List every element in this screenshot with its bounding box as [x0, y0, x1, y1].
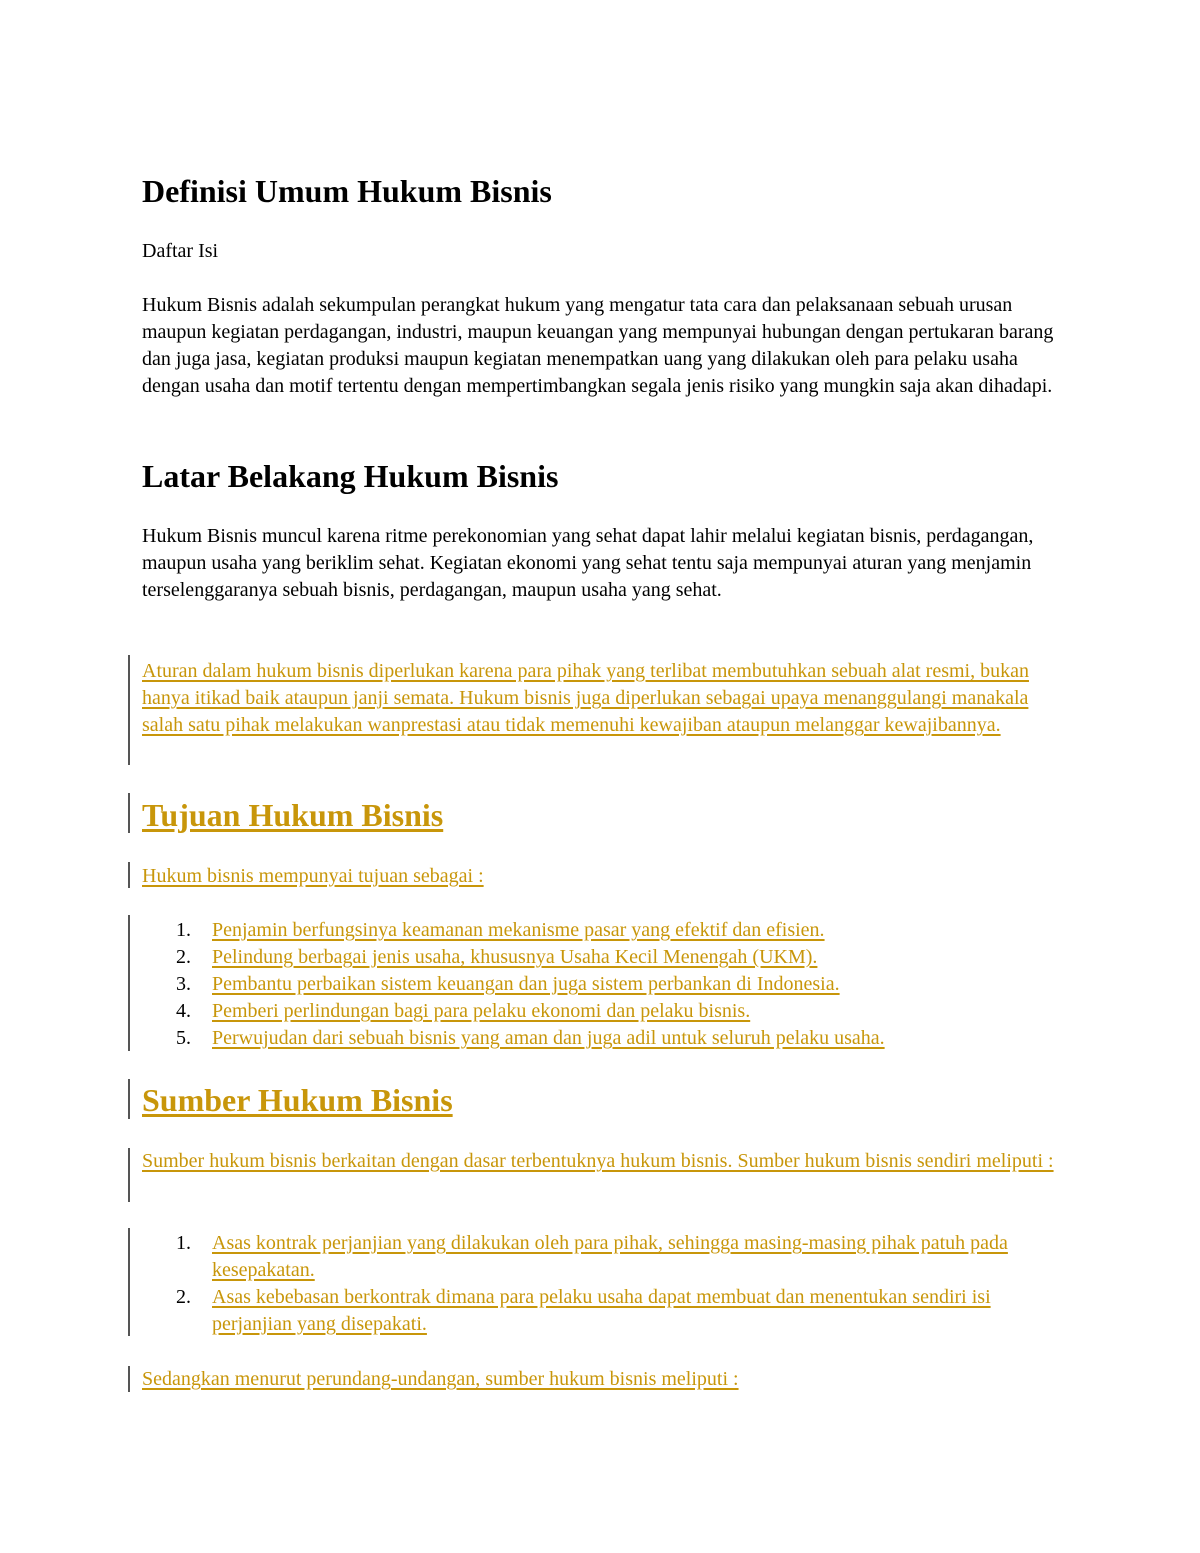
list-item: [142, 1284, 1072, 1338]
list-item-number: 2.: [176, 946, 191, 968]
paragraph-sumber-intro: Sumber hukum bisnis berkaitan dengan dasar terbentuknya hukum bisnis. Sumber hukum bisnis sendiri meliputi :: [142, 1150, 1054, 1172]
list-item-text: Asas kebebasan berkontrak dimana para pelaku usaha dapat membuat dan menentukan sendiri isi perjanjian yang disepakati.: [212, 1286, 991, 1335]
list-item-text: Pembantu perbaikan sistem keuangan dan juga sistem perbankan di Indonesia.: [212, 973, 840, 995]
list-item-number: 1.: [176, 1232, 191, 1254]
paragraph-latar-belakang-tracked: Aturan dalam hukum bisnis diperlukan karena para pihak yang terlibat membutuhkan sebuah alat resmi, bukan hanya itikad baik ataupun janji semata. Hukum bisnis juga diperlukan sebagai upaya menanggulangi manakala salah satu pihak melakukan wanprestasi atau tidak memenuhi kewajiban ataupun melanggar kewajibannya.: [142, 660, 1029, 736]
list-item-text: Pemberi perlindungan bagi para pelaku ekonomi dan pelaku bisnis.: [212, 1000, 751, 1022]
paragraph-definisi: Hukum Bisnis adalah sekumpulan perangkat hukum yang mengatur tata cara dan pelaksanaan sebuah urusan maupun kegiatan perdagangan, industri, maupun keuangan yang mempunyai hubungan dengan pertukaran barang dan juga jasa, kegiatan produksi maupun kegiatan menempatkan uang yang dilakukan oleh para pelaku usaha dengan usaha dan motif tertentu dengan mempertimbangkan segala jenis risiko yang mungkin saja akan dihadapi.: [142, 294, 1054, 397]
change-bar: [128, 1148, 130, 1202]
paragraph-tujuan-intro: Hukum bisnis mempunyai tujuan sebagai :: [142, 865, 484, 887]
list-sumber: [142, 1230, 1072, 1338]
list-item-number: 4.: [176, 1000, 191, 1022]
list-item-text: Perwujudan dari sebuah bisnis yang aman dan juga adil untuk seluruh pelaku usaha.: [212, 1027, 885, 1049]
section-title-tujuan: Tujuan Hukum Bisnis: [142, 797, 444, 833]
list-item-text: Penjamin berfungsinya keamanan mekanisme pasar yang efektif dan efisien.: [212, 919, 825, 941]
list-item-number: 3.: [176, 973, 191, 995]
list-item-number: 1.: [176, 919, 191, 941]
change-bar: [128, 862, 130, 888]
list-item-number: 5.: [176, 1027, 191, 1049]
list-item: [142, 971, 1072, 998]
list-item: [142, 1025, 1072, 1052]
paragraph-latar-belakang: Hukum Bisnis muncul karena ritme perekonomian yang sehat dapat lahir melalui kegiatan bisnis, perdagangan, maupun usaha yang beriklim sehat. Kegiatan ekonomi yang sehat tentu saja mempunyai aturan yang menjamin terselenggaranya sebuah bisnis, perdagangan, maupun usaha yang sehat.: [142, 525, 1034, 601]
section-title-sumber: Sumber Hukum Bisnis: [142, 1082, 453, 1118]
change-bar: [128, 1079, 130, 1119]
change-bar: [128, 915, 130, 1051]
list-item: [142, 998, 1072, 1025]
list-item: [142, 944, 1072, 971]
section-title-latar-belakang: Latar Belakang Hukum Bisnis: [142, 458, 559, 494]
change-bar: [128, 1366, 130, 1392]
list-item-number: 2.: [176, 1286, 191, 1308]
list-item-text: Pelindung berbagai jenis usaha, khususnya Usaha Kecil Menengah (UKM).: [212, 946, 818, 968]
change-bar: [128, 655, 130, 765]
table-of-contents-label: Daftar Isi: [142, 240, 219, 262]
change-bar: [128, 793, 130, 833]
change-bar: [128, 1228, 130, 1336]
section-title-definisi: Definisi Umum Hukum Bisnis: [142, 173, 552, 209]
list-item: [142, 1230, 1072, 1284]
list-item: [142, 917, 1072, 944]
paragraph-sumber-closing: Sedangkan menurut perundang-undangan, sumber hukum bisnis meliputi :: [142, 1368, 739, 1390]
list-item-text: Asas kontrak perjanjian yang dilakukan oleh para pihak, sehingga masing-masing pihak patuh pada kesepakatan.: [212, 1232, 1008, 1281]
list-tujuan: [142, 917, 1072, 1052]
